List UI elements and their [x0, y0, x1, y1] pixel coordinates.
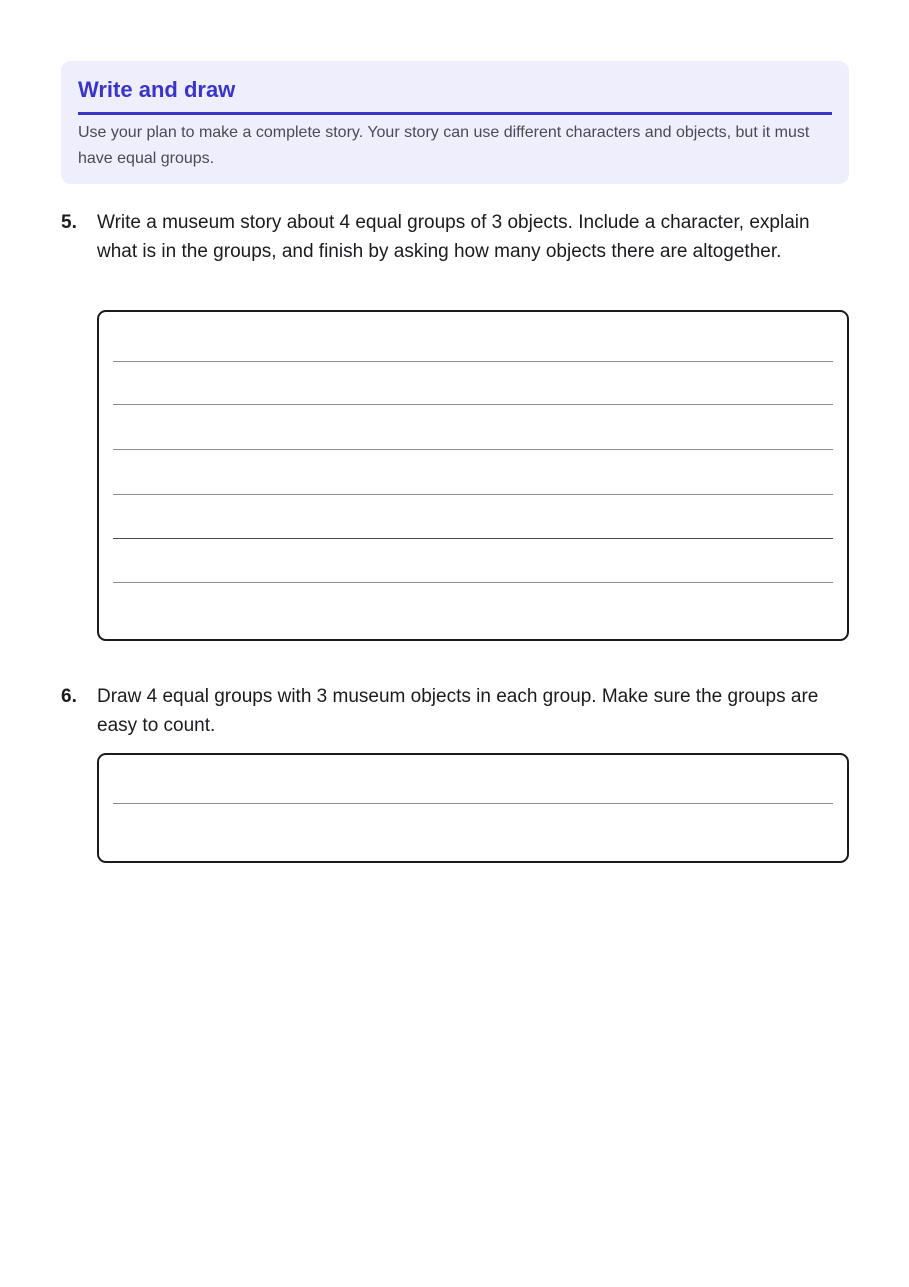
answer-box-story[interactable] — [97, 310, 849, 641]
question-text: Write a museum story about 4 equal groups of 3 objects. Include a character, explain what is in the groups, and finish by asking how many objects there are altogether. — [97, 212, 810, 262]
writing-line — [113, 404, 833, 405]
answer-box-drawing[interactable] — [97, 753, 849, 863]
question-5 — [61, 208, 849, 298]
question-6 — [61, 682, 849, 742]
section-title: Write and draw — [78, 76, 832, 115]
writing-line — [113, 582, 833, 583]
question-number: 6. — [61, 686, 77, 707]
section-header — [61, 61, 849, 184]
question-text: Draw 4 equal groups with 3 museum objects in each group. Make sure the groups are easy to count. — [97, 686, 819, 736]
writing-line — [113, 803, 833, 804]
writing-line — [113, 449, 833, 450]
question-number: 5. — [61, 212, 77, 233]
writing-line — [113, 361, 833, 362]
writing-line — [113, 538, 833, 539]
section-intro: Use your plan to make a complete story. Your story can use different characters and objects, but it must have equal groups. — [78, 124, 810, 167]
writing-line — [113, 494, 833, 495]
